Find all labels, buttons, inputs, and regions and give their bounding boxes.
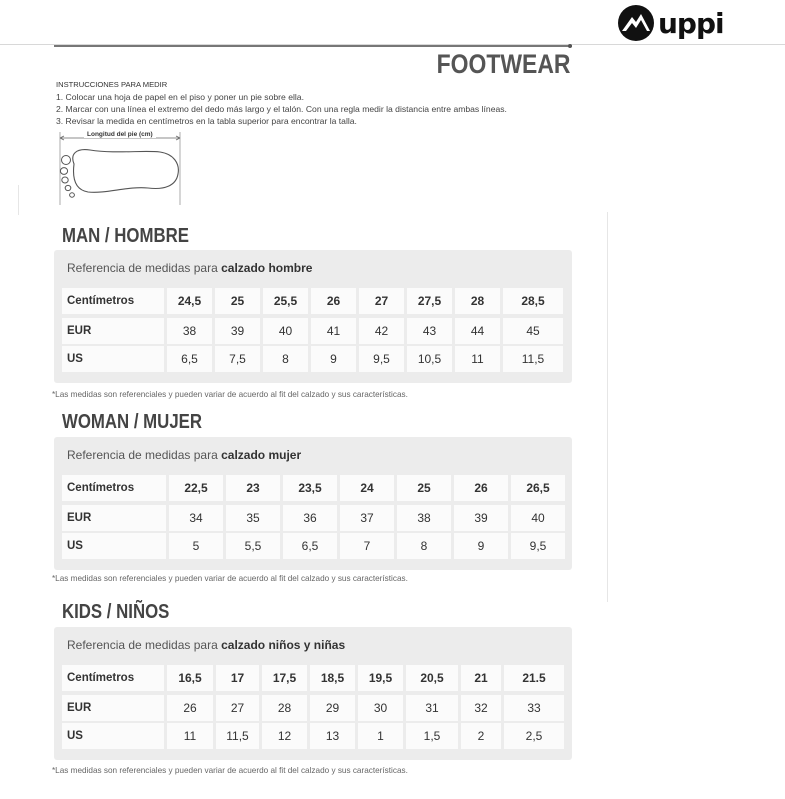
sheet-rule-dot — [568, 44, 572, 48]
table-cell: 39 — [215, 318, 260, 344]
table-cell: 37 — [340, 505, 394, 531]
measuring-instructions — [56, 79, 507, 127]
instructions-heading: INSTRUCCIONES PARA MEDIR — [56, 80, 168, 89]
sheet-top-rule — [54, 45, 572, 47]
table-cell: 28,5 — [503, 288, 563, 314]
table-cell: 40 — [263, 318, 308, 344]
table-cell: 26,5 — [511, 475, 565, 501]
table-caption: Referencia de medidas para calzado mujer — [67, 448, 302, 462]
foot-outline-icon — [56, 130, 184, 208]
table-cell: 25,5 — [263, 288, 308, 314]
table-cell: 23,5 — [283, 475, 337, 501]
size-table-man — [54, 250, 572, 383]
table-row-us — [62, 723, 564, 749]
disclaimer-note: *Las medidas son referenciales y pueden variar de acuerdo al fit del calzado y sus características. — [52, 574, 408, 583]
table-cell: 38 — [397, 505, 451, 531]
table-cell: 7 — [340, 533, 394, 559]
brand-name: uppi — [658, 6, 724, 40]
table-cell: 30 — [358, 695, 403, 721]
table-cell: 16,5 — [167, 665, 213, 691]
table-row-us — [62, 533, 564, 559]
foot-length-diagram — [56, 130, 184, 208]
table-cell: 11,5 — [216, 723, 259, 749]
page-edge-left — [18, 185, 19, 215]
row-label: US — [62, 723, 164, 749]
table-cell: 38 — [167, 318, 212, 344]
table-cell: 17,5 — [262, 665, 307, 691]
table-cell: 5,5 — [226, 533, 280, 559]
table-cell: 9,5 — [359, 346, 404, 372]
table-cell: 43 — [407, 318, 452, 344]
sheet-title: FOOTWEAR — [436, 49, 570, 79]
table-cell: 22,5 — [169, 475, 223, 501]
table-cell: 7,5 — [215, 346, 260, 372]
table-caption: Referencia de medidas para calzado hombre — [67, 261, 313, 275]
table-cell: 35 — [226, 505, 280, 531]
table-cell: 42 — [359, 318, 404, 344]
table-cell: 21 — [461, 665, 501, 691]
table-row-us — [62, 346, 564, 372]
row-label: EUR — [62, 695, 164, 721]
table-cell: 27,5 — [407, 288, 452, 314]
table-cell: 19,5 — [358, 665, 403, 691]
table-cell: 8 — [397, 533, 451, 559]
page-edge-right — [607, 212, 608, 602]
row-label: Centímetros — [62, 475, 166, 501]
table-cell: 6,5 — [167, 346, 212, 372]
table-cell: 9 — [311, 346, 356, 372]
instruction-step: 2. Marcar con una línea el extremo del dedo más largo y el talón. Con una regla medir la distancia entre ambas líneas. — [56, 104, 507, 114]
table-cell: 28 — [262, 695, 307, 721]
table-cell: 11 — [455, 346, 500, 372]
table-cell: 31 — [406, 695, 458, 721]
row-label: US — [62, 346, 164, 372]
table-cell: 26 — [311, 288, 356, 314]
size-table-woman — [54, 437, 572, 570]
table-cell: 5 — [169, 533, 223, 559]
table-cell: 20,5 — [406, 665, 458, 691]
section-title-man: MAN / HOMBRE — [62, 225, 189, 247]
table-row-eur — [62, 505, 564, 531]
disclaimer-note: *Las medidas son referenciales y pueden variar de acuerdo al fit del calzado y sus características. — [52, 766, 408, 775]
table-cell: 44 — [455, 318, 500, 344]
table-cell: 11,5 — [503, 346, 563, 372]
table-cell: 10,5 — [407, 346, 452, 372]
table-cell: 8 — [263, 346, 308, 372]
table-row-eur — [62, 695, 564, 721]
diagram-label: Longitud del pie (cm) — [84, 131, 156, 138]
table-cell: 1,5 — [406, 723, 458, 749]
size-table-kids — [54, 627, 572, 760]
table-cell: 33 — [504, 695, 564, 721]
table-cell: 27 — [216, 695, 259, 721]
table-cell: 9,5 — [511, 533, 565, 559]
section-title-kids: KIDS / NIÑOS — [62, 601, 170, 623]
table-cell: 18,5 — [310, 665, 355, 691]
table-cell: 45 — [503, 318, 563, 344]
table-cell: 24,5 — [167, 288, 212, 314]
table-cell: 23 — [226, 475, 280, 501]
table-cell: 13 — [310, 723, 355, 749]
table-cell: 6,5 — [283, 533, 337, 559]
table-cell: 11 — [167, 723, 213, 749]
table-cell: 34 — [169, 505, 223, 531]
section-title-woman: WOMAN / MUJER — [62, 411, 203, 433]
table-cell: 32 — [461, 695, 501, 721]
instruction-step: 1. Colocar una hoja de papel en el piso y poner un pie sobre ella. — [56, 92, 304, 102]
table-cell: 29 — [310, 695, 355, 721]
table-cell: 26 — [454, 475, 508, 501]
mountain-logo-icon — [616, 3, 656, 43]
table-cell: 21.5 — [504, 665, 564, 691]
row-label: Centímetros — [62, 665, 164, 691]
table-cell: 9 — [454, 533, 508, 559]
table-caption: Referencia de medidas para calzado niños y niñas — [67, 638, 346, 652]
table-cell: 36 — [283, 505, 337, 531]
table-cell: 24 — [340, 475, 394, 501]
row-label: US — [62, 533, 166, 559]
table-cell: 27 — [359, 288, 404, 314]
row-label: EUR — [62, 505, 166, 531]
table-cell: 17 — [216, 665, 259, 691]
table-cell: 39 — [454, 505, 508, 531]
table-cell: 28 — [455, 288, 500, 314]
table-row-centimetros — [62, 288, 564, 314]
row-label: EUR — [62, 318, 164, 344]
table-cell: 2,5 — [504, 723, 564, 749]
table-row-centimetros — [62, 665, 564, 691]
table-cell: 1 — [358, 723, 403, 749]
table-cell: 12 — [262, 723, 307, 749]
row-label: Centímetros — [62, 288, 164, 314]
table-row-centimetros — [62, 475, 564, 501]
brand-logo[interactable] — [616, 3, 724, 43]
table-cell: 26 — [167, 695, 213, 721]
table-cell: 25 — [397, 475, 451, 501]
table-cell: 40 — [511, 505, 565, 531]
disclaimer-note: *Las medidas son referenciales y pueden variar de acuerdo al fit del calzado y sus características. — [52, 390, 408, 399]
instruction-step: 3. Revisar la medida en centímetros en la tabla superior para encontrar la talla. — [56, 116, 357, 126]
table-cell: 25 — [215, 288, 260, 314]
table-cell: 2 — [461, 723, 501, 749]
table-cell: 41 — [311, 318, 356, 344]
table-row-eur — [62, 318, 564, 344]
